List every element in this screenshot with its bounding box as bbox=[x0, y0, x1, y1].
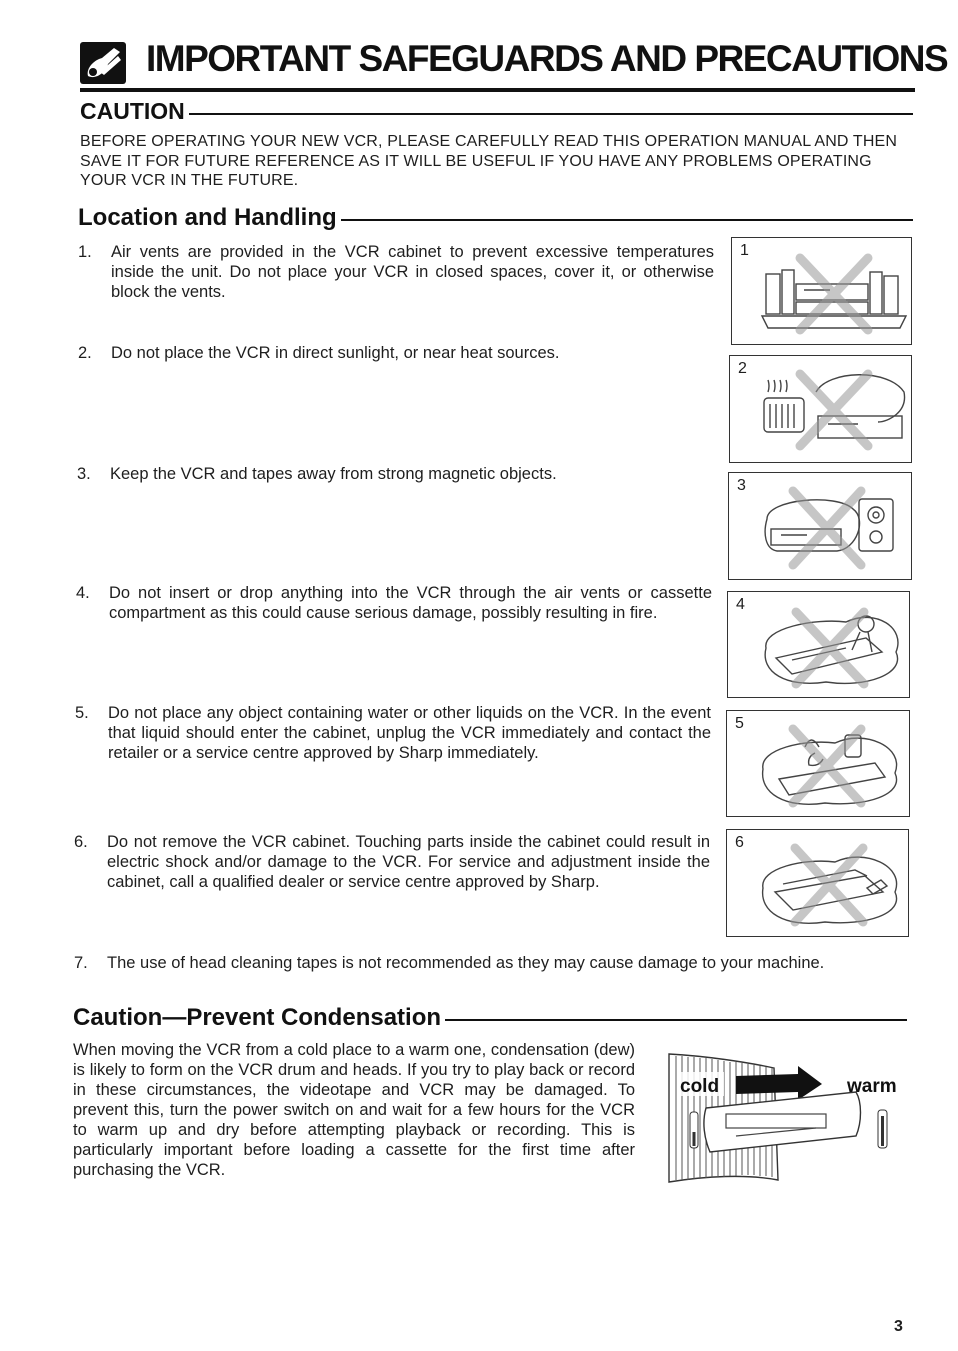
figure-number: 6 bbox=[735, 834, 744, 851]
liquid-on-vcr-illustration bbox=[755, 717, 905, 809]
condensation-heading bbox=[73, 1004, 907, 1032]
item-number: 5. bbox=[75, 704, 89, 722]
cold-to-warm-illustration bbox=[666, 1052, 911, 1187]
item-text: Do not place the VCR in direct sunlight, or near heat sources. bbox=[111, 344, 560, 362]
title-rule bbox=[80, 88, 915, 92]
location-heading-label: Location and Handling bbox=[78, 204, 337, 231]
heading-rule bbox=[445, 1019, 907, 1021]
figure-6 bbox=[726, 829, 909, 937]
heading-rule bbox=[341, 219, 913, 221]
item-number: 6. bbox=[74, 833, 88, 851]
vcr-near-speaker-illustration bbox=[757, 479, 907, 571]
object-into-vcr-illustration bbox=[756, 598, 906, 690]
figure-4 bbox=[727, 591, 910, 698]
open-cabinet-illustration bbox=[755, 836, 905, 928]
figure-5 bbox=[726, 710, 910, 817]
figure-number: 2 bbox=[738, 360, 747, 377]
item-text: Keep the VCR and tapes away from strong magnetic objects. bbox=[110, 465, 557, 483]
item-number: 7. bbox=[74, 954, 88, 972]
item-text: Do not place any object containing water or other liquids on the VCR. In the event that liquid should enter the cabinet, unplug the VCR immediately and contact the retailer or a service centre approved by Sharp immediately. bbox=[108, 704, 711, 762]
condensation-heading-label: Caution—Prevent Condensation bbox=[73, 1004, 442, 1031]
caution-heading bbox=[80, 98, 913, 125]
item-text: Do not insert or drop anything into the VCR through the air vents or cassette compartment as this could cause serious damage, possibly resulting in fire. bbox=[109, 584, 712, 622]
figure-3 bbox=[728, 472, 912, 580]
figure-number: 4 bbox=[736, 596, 745, 613]
item-number: 1. bbox=[78, 243, 92, 261]
location-heading bbox=[78, 204, 913, 232]
caution-text: BEFORE OPERATING YOUR NEW VCR, PLEASE CAREFULLY READ THIS OPERATION MANUAL AND THEN SAVE IT FOR FUTURE REFERENCE AS IT WILL BE USEFUL IF YOU HAVE ANY PROBLEMS OPERATING YOUR VCR IN THE FUTURE. bbox=[80, 133, 898, 189]
thermometer-warm-icon bbox=[878, 1110, 887, 1148]
item-text: The use of head cleaning tapes is not recommended as they may cause damage to your machine. bbox=[107, 954, 825, 972]
wrench-pliers-icon bbox=[80, 42, 126, 84]
thermometer-cold-icon bbox=[690, 1112, 698, 1148]
heading-rule bbox=[189, 113, 913, 115]
vcr-in-bookshelf-illustration bbox=[760, 244, 908, 336]
figure-number: 1 bbox=[740, 242, 749, 259]
figure-number: 5 bbox=[735, 715, 744, 732]
item-text: Air vents are provided in the VCR cabinet to prevent excessive temperatures inside the unit. Do not place your VCR in closed spaces, cover it, or otherwise block the vents. bbox=[111, 243, 714, 301]
condensation-text: When moving the VCR from a cold place to a warm one, condensation (dew) is likely to form on the VCR drum and heads. If you try to play back or record in these circumstances, the videotape and VCR may be damaged. To prevent this, turn the power switch on and wait for a few hours for the VCR to warm up and dry before attempting playback or recording. This is particularly important before loading a cassette for the first time after purchasing the VCR. bbox=[73, 1041, 635, 1179]
page-number: 3 bbox=[894, 1318, 903, 1335]
figure-number: 3 bbox=[737, 477, 746, 494]
figure-1 bbox=[731, 237, 912, 345]
item-number: 2. bbox=[78, 344, 92, 362]
figure-2 bbox=[729, 355, 912, 463]
caution-heading-label: CAUTION bbox=[80, 98, 185, 124]
vcr-near-heater-illustration bbox=[758, 362, 908, 454]
cold-label: cold bbox=[680, 1076, 720, 1097]
page-title: IMPORTANT SAFEGUARDS AND PRECAUTIONS bbox=[146, 38, 948, 79]
item-number: 4. bbox=[76, 584, 90, 602]
item-text: Do not remove the VCR cabinet. Touching parts inside the cabinet could result in electric shock and/or damage to the VCR. For service and adjustment inside the cabinet, call a qualified dealer or service centre approved by Sharp. bbox=[107, 833, 710, 891]
item-number: 3. bbox=[77, 465, 91, 483]
warm-label: warm bbox=[847, 1076, 897, 1097]
